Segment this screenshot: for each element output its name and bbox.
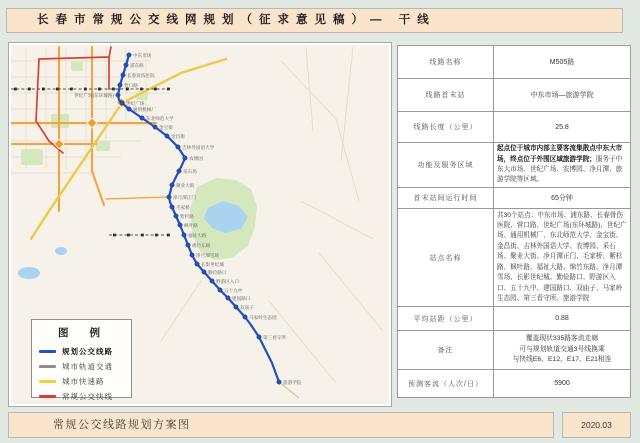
station-label: 通用机械厂	[133, 107, 156, 112]
legend-item-planned-bus: 规划公交线路	[39, 344, 124, 359]
station-label: 双庙子	[240, 305, 254, 310]
footer-caption: 常规公交线路规划方案图	[8, 412, 554, 438]
station-dot	[186, 243, 190, 247]
station-label: 福祉大路	[188, 233, 207, 238]
route-info-table	[397, 45, 631, 398]
station-dot	[257, 335, 261, 339]
station-dot	[226, 296, 230, 300]
station-dot	[234, 305, 238, 309]
station-label: 净月潭雪场	[196, 253, 219, 258]
planned-bus-line-swatch	[39, 350, 56, 353]
table-row: 线路首末站 中东市场—旅游学院	[398, 79, 631, 112]
station-label: 金昌街	[171, 134, 185, 139]
station-dot	[218, 288, 222, 292]
station-dot	[277, 380, 281, 384]
station-label: 净月潭正门	[173, 195, 196, 200]
table-row: 预测客流（人次/日） 5900	[398, 370, 631, 398]
express-bus-swatch	[39, 395, 56, 398]
station-dot	[210, 279, 214, 283]
function-service-area: 起点位于城市内部主要客流集散点中东大市场，终点位于外围区域旅游学院；服务于中东大市场、世纪广场、农博园、净月潭、旅游学院等区域。	[494, 143, 631, 188]
station-dot	[178, 223, 182, 227]
station-dot	[127, 107, 131, 111]
terminals: 中东市场—旅游学院	[494, 79, 631, 112]
station-label: 第三看守所	[263, 335, 286, 340]
rail-line-swatch	[39, 365, 56, 368]
station-label: 野游区入口	[216, 279, 239, 284]
station-label: 农博园	[189, 156, 203, 161]
station-dot	[195, 262, 199, 266]
footer-date: 2020.03	[562, 412, 631, 438]
station-label: 营口路	[124, 83, 138, 88]
station-dot	[170, 183, 174, 187]
station-dot	[170, 205, 174, 209]
map-canvas	[11, 45, 389, 404]
sheet-title: 长春市常规公交线网规划（征求意见稿）— 干线	[6, 8, 623, 33]
remarks: 覆盖现状335路客流走廊 可与规划轨道交通3号线换乘 与快线E6、E12、E17、E21相连	[494, 331, 631, 370]
station-label: 采石场	[183, 169, 197, 174]
station-dot	[153, 125, 157, 129]
station-label: 长春骨伤医院	[127, 73, 155, 78]
map-panel	[8, 42, 392, 407]
station-dot	[167, 195, 171, 199]
station-label: 浦东路	[130, 63, 144, 68]
station-label: 世纪广场	[126, 101, 145, 106]
station-label: 紫杉路	[180, 214, 194, 219]
expressway-swatch	[39, 380, 56, 383]
run-time: 65分钟	[494, 188, 631, 209]
station-dot	[127, 53, 131, 57]
line-name: M505路	[494, 46, 631, 79]
station-label: 中东市场	[133, 53, 152, 58]
table-row: 备注 覆盖现状335路客流走廊 可与规划轨道交通3号线换乘 与快线E6、E12、E17、E21相连	[398, 331, 631, 370]
station-label: 东北师范大学	[146, 116, 174, 121]
table-row: 首末站间运行时间 65分钟	[398, 188, 631, 209]
avg-station-spacing: 0.88	[494, 307, 631, 331]
station-label: 世纪广场(东环城路)	[74, 93, 114, 98]
station-label: 金宝街	[159, 125, 173, 130]
station-dot	[165, 134, 169, 138]
legend-item-expressway: 城市快速路	[39, 374, 124, 389]
map-legend	[31, 319, 132, 401]
legend-title: 图 例	[58, 327, 109, 339]
station-dot	[243, 315, 247, 319]
station-label: 吉林外国语大学	[182, 145, 215, 150]
legend-item-rail: 城市轨道交通	[39, 359, 124, 374]
station-dot	[202, 270, 206, 274]
station-dot	[118, 83, 122, 87]
arterial-roads	[11, 47, 169, 211]
station-dot	[176, 145, 180, 149]
station-dot	[121, 73, 125, 77]
table-row: 平均站距（公里） 0.88	[398, 307, 631, 331]
station-label: 五十九中	[224, 288, 243, 293]
station-dot	[124, 63, 128, 67]
station-dot	[190, 253, 194, 257]
station-label: 枫叶路	[184, 223, 198, 228]
station-dot	[182, 233, 186, 237]
station-label: 旅游学院	[283, 380, 302, 385]
station-dot	[120, 101, 124, 105]
station-dot	[177, 169, 181, 173]
table-row: 功能及服务区域 起点位于城市内部主要客流集散点中东大市场，终点位于外围区域旅游学院；服务于中东大市场、世纪广场、农博园、净月潭、旅游学院等区域。	[398, 143, 631, 188]
line-length: 25.8	[494, 112, 631, 143]
station-dot	[174, 214, 178, 218]
station-label: 聚业大街	[176, 183, 195, 188]
table-row: 线路名称 M505路	[398, 46, 631, 79]
station-label: 马家岭生态园	[249, 315, 277, 320]
station-label: 勤俭路口	[208, 270, 227, 275]
station-list: 共30个站点：中东市场、浦东路、长春骨伤医院、营口路、世纪广场(东环城路)、世纪广场、通用机械厂、东北师范大学、金宝街、金昌街、吉林外国语大学、农博园、采石场、聚业大街、净月潭正门、毛家桥、紫杉路、枫叶路、福祉大路、绵竹东路、净月潭雪场、长影世纪城、勤俭路口、野游区入口、五十九中、建国路口、双庙子、马家岭生态园、第三看守所、旅游学院	[494, 209, 631, 307]
table-row: 线路长度（公里） 25.8	[398, 112, 631, 143]
station-dot	[140, 116, 144, 120]
station-label: 绵竹东路	[192, 243, 211, 248]
station-label: 长影世纪城	[201, 262, 224, 267]
table-row: 站点名称 共30个站点：中东市场、浦东路、长春骨伤医院、营口路、世纪广场(东环城路)、世纪广场、通用机械厂、东北师范大学、金宝街、金昌街、吉林外国语大学、农博园、采石场、聚业大街、净月潭正门、毛家桥、紫杉路、枫叶路、福祉大路、绵竹东路、净月潭雪场、长影世纪城、勤俭路口、野游区入口、五十九中、建国路口、双庙子、马家岭生态园、第三看守所、旅游学院	[398, 209, 631, 307]
station-dot	[183, 156, 187, 160]
forecast-ridership: 5900	[494, 370, 631, 398]
station-label: 建国路口	[232, 296, 251, 301]
station-label: 毛家桥	[176, 205, 190, 210]
legend-item-express-bus: 常规公交快线	[39, 389, 124, 404]
station-dot	[116, 93, 120, 97]
